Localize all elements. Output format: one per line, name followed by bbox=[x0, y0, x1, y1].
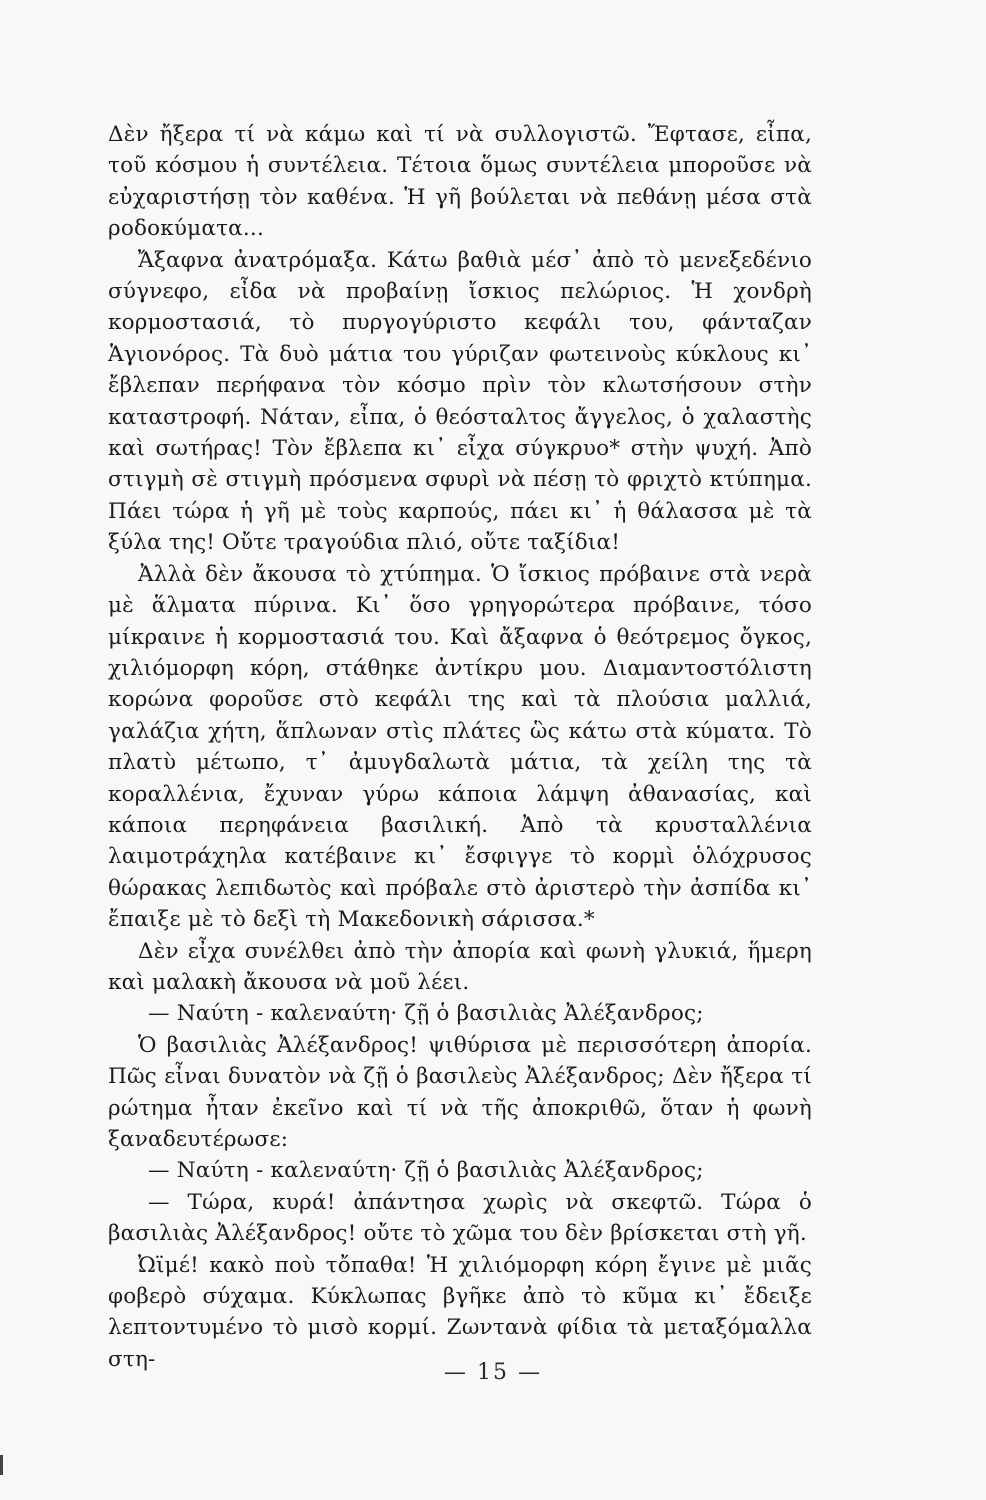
dialogue-line-3: — Τώρα, κυρά! ἀπάντησα χωρὶς νὰ σκεφτῶ. Τώρα ὁ βασιλιὰς Ἀλέξανδρος! οὔτε τὸ χῶμα του δὲν βρίσκεται στὴ γῆ. bbox=[108, 1189, 812, 1247]
paragraph-6: Ὠϊμέ! κακὸ ποὺ τὄπαθα! Ἡ χιλιόμορφη κόρη ἔγινε μὲ μιᾶς φοβερὸ σύχαμα. Κύκλωπας βγῆκε ἀπὸ τὸ κῦμα κι᾽ ἔδειξε λεπτοντυμένο τὸ μισὸ κορμί. Ζωντανὰ φίδια τὰ μεταξόμαλλα στη- bbox=[108, 1252, 812, 1372]
paragraph-2: Ἄξαφνα ἀνατρόμαξα. Κάτω βαθιὰ μέσ᾽ ἀπὸ τὸ μενεξεδένιο σύγνεφο, εἶδα νὰ προβαίνῃ ἴσκιος πελώριος. Ἡ χονδρὴ κορμοστασιά, τὸ πυργογύριστο κεφάλι του, φάνταζαν Ἁγιονόρος. Τὰ δυὸ μάτια του γύριζαν φωτεινοὺς κύκλους κι᾽ ἔβλεπαν περήφανα τὸν κόσμο πρὶν τὸν κλωτσήσουν στὴν καταστροφή. Νάταν, εἶπα, ὁ θεόσταλτος ἄγγελος, ὁ χαλαστὴς καὶ σωτήρας! Τὸν ἔβλεπα κι᾽ εἶχα σύγκρυο* στὴν ψυχή. Ἀπὸ στιγμὴ σὲ στιγμὴ πρόσμενα σφυρὶ νὰ πέσῃ τὸ φριχτὸ κτύπημα. Πάει τώρα ἡ γῆ μὲ τοὺς καρπούς, πάει κι᾽ ἡ θάλασσα μὲ τὰ ξύλα της! Οὔτε τραγούδια πλιό, οὔτε ταξίδια! bbox=[108, 247, 812, 556]
body-text bbox=[108, 119, 812, 1375]
page-number: — 15 — bbox=[444, 1360, 542, 1385]
scan-edge-mark bbox=[0, 1455, 3, 1475]
paragraph-3: Ἀλλὰ δὲν ἄκουσα τὸ χτύπημα. Ὁ ἴσκιος πρόβαινε στὰ νερὰ μὲ ἅλματα πύρινα. Κι᾽ ὅσο γρηγορώτερα πρόβαινε, τόσο μίκραινε ἡ κορμοστασιά του. Καὶ ἄξαφνα ὁ θεότρεμος ὄγκος, χιλιόμορφη κόρη, στάθηκε ἀντίκρυ μου. Διαμαντοστόλιστη κορώνα φοροῦσε στὸ κεφάλι της καὶ τὰ πλούσια μαλλιά, γαλάζια χήτη, ἅπλωναν στὶς πλάτες ὣς κάτω στὰ κύματα. Τὸ πλατὺ μέτωπο, τ᾽ ἀμυγδαλωτὰ μάτια, τὰ χείλη της τὰ κοραλλένια, ἔχυναν γύρω κάποια λάμψη ἀθανασίας, καὶ κάποια περηφάνεια βασιλική. Ἀπὸ τὰ κρυσταλλένια λαιμοτράχηλα κατέβαινε κι᾽ ἔσφιγγε τὸ κορμὶ ὁλόχρυσος θώρακας λεπιδωτὸς καὶ πρόβαλε στὸ ἀριστερὸ τὴν ἀσπίδα κι᾽ ἔπαιξε μὲ τὸ δεξὶ τὴ Μακεδονικὴ σάρισσα.* bbox=[108, 561, 812, 933]
dialogue-line-1: — Ναύτη - καλεναύτη· ζῇ ὁ βασιλιὰς Ἀλέξανδρος; bbox=[148, 1001, 704, 1027]
paragraph-5: Ὁ βασιλιὰς Ἀλέξανδρος! ψιθύρισα μὲ περισσότερη ἀπορία. Πῶς εἶναι δυνατὸν νὰ ζῇ ὁ βασιλεὺς Ἀλέξανδρος; Δὲν ἤξερα τί ρώτημα ἦταν ἐκεῖνο καὶ τί νὰ τῆς ἀποκριθῶ, ὅταν ἡ φωνὴ ξαναδευτέρωσε: bbox=[108, 1032, 812, 1152]
paragraph-1: Δὲν ἤξερα τί νὰ κάμω καὶ τί νὰ συλλογιστῶ. Ἔφτασε, εἶπα, τοῦ κόσμου ἡ συντέλεια. Τέτοια ὅμως συντέλεια μποροῦσε νὰ εὐχαριστήσῃ τὸν καθένα. Ἡ γῆ βούλεται νὰ πεθάνῃ μέσα στὰ ροδοκύματα... bbox=[108, 122, 812, 242]
paragraph-4: Δὲν εἶχα συνέλθει ἀπὸ τὴν ἀπορία καὶ φωνὴ γλυκιά, ἥμερη καὶ μαλακὴ ἄκουσα νὰ μοῦ λέει. bbox=[108, 938, 812, 995]
dialogue-line-2: — Ναύτη - καλεναύτη· ζῇ ὁ βασιλιὰς Ἀλέξανδρος; bbox=[148, 1158, 704, 1184]
